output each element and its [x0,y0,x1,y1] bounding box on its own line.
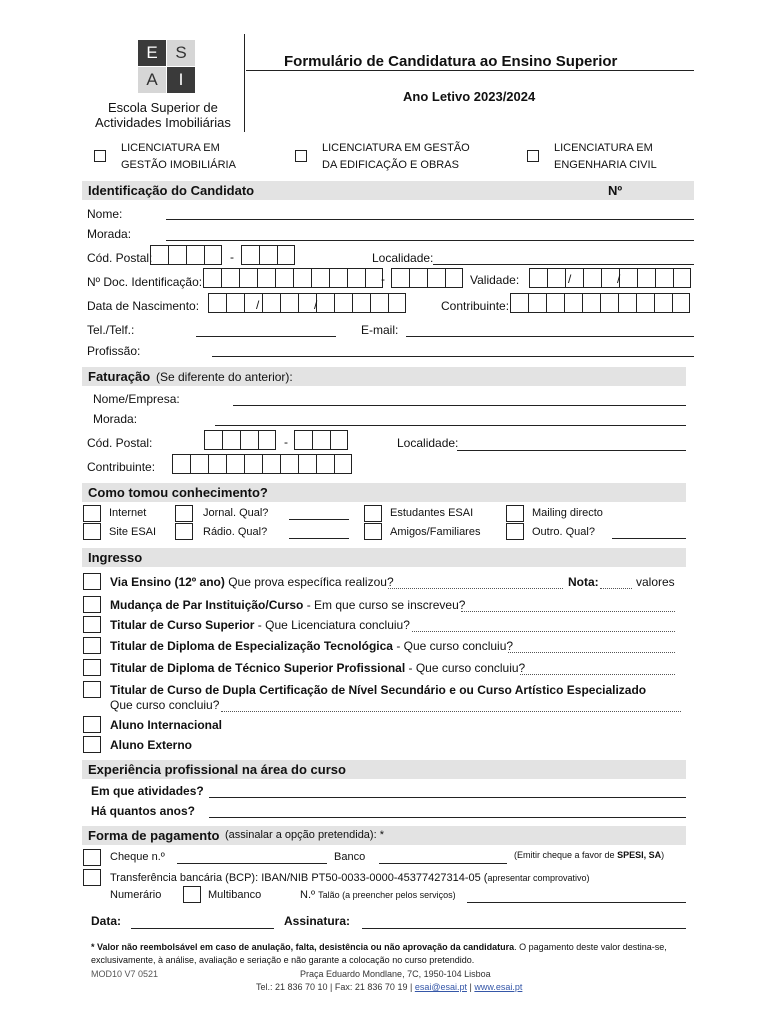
footnote-line2: exclusivamente, à análise, avaliação e seriação e não garante a colocação no curso pretendido. [91,955,475,965]
candidate-number-label: Nº [608,183,623,198]
outro-label: Outro. Qual? [532,526,595,538]
course-line: LICENCIATURA EM GESTÃO [322,142,470,154]
course-checkbox[interactable] [94,150,106,162]
det-checkbox[interactable] [83,637,101,654]
section-title: Faturação [88,369,151,384]
banco-label: Banco [334,851,366,863]
validade-field[interactable] [529,268,691,288]
doc-label: Nº Doc. Identificação: [87,275,203,289]
section-experiencia [82,760,686,779]
tel-field[interactable] [196,336,336,337]
localidade-label: Localidade: [372,251,434,265]
section-faturacao [82,367,686,386]
det-question: - Que curso concluiu? [392,639,514,653]
section-title: Experiência profissional na área do curso [88,762,346,777]
course-checkbox[interactable] [295,150,307,162]
mudanca-label: Mudança de Par Instituição/Curso [110,598,304,612]
footer-separator: | [469,982,472,992]
fat-localidade-label: Localidade: [397,436,459,450]
footer-phone-fax: Tel.: 21 836 70 10 | Fax: 21 836 70 19 | [256,982,413,992]
page-title: Formulário de Candidatura ao Ensino Superior [284,53,618,70]
dupla-checkbox[interactable] [83,681,101,698]
footnote-bold: * Valor não reembolsável em caso de anulação, falta, desistência ou não aprovação da candidatura [91,942,515,952]
morada-field[interactable] [166,240,694,241]
section-pagamento [82,826,686,845]
section-title: Forma de pagamento [88,828,220,843]
section-identificacao [82,181,694,200]
internacional-label: Aluno Internacional [110,718,223,732]
titular-superior-checkbox[interactable] [83,616,101,633]
title-underline [246,70,694,71]
logo-letter: A [138,67,166,93]
course-line: DA EDIFICAÇÃO E OBRAS [322,159,459,171]
cod-postal-suffix-field[interactable] [241,245,295,265]
titular-superior-label: Titular de Curso Superior [110,618,255,632]
footer-contacts [256,982,522,992]
talao-text: N.º [300,889,316,901]
course-label [554,140,657,174]
externo-label: Aluno Externo [110,738,193,752]
via-ensino-checkbox[interactable] [83,573,101,590]
footer-address: Praça Eduardo Mondlane, 7C, 1950-104 Lisboa [300,969,491,979]
dash: - [284,435,288,449]
via-ensino-field[interactable] [388,588,563,589]
footnote [91,941,667,967]
contribuinte-label: Contribuinte: [441,299,510,313]
banco-field[interactable] [379,863,507,864]
course-line: LICENCIATURA EM [554,142,653,154]
logo-text-line1: Escola Superior de [108,100,218,115]
fat-cod-postal-field[interactable] [204,430,276,450]
nome-empresa-label: Nome/Empresa: [93,392,180,406]
course-label [121,140,236,174]
course-label [322,140,470,174]
atividades-field[interactable] [209,797,686,798]
fat-localidade-field[interactable] [457,450,686,451]
jornal-label: Jornal. Qual? [203,507,269,519]
cod-postal-field[interactable] [150,245,222,265]
logo-letter: S [167,40,195,66]
det-label: Titular de Diploma de Especialização Tecnológica [110,639,393,653]
footer-email-link[interactable]: esai@esai.pt [414,982,467,992]
cheque-label: Cheque n.º [110,851,165,863]
site-label: Site ESAI [109,526,157,538]
transferencia-text: Transferência bancária (BCP): IBAN/NIB PT50-0033-0000-45377427314-05 ( [110,872,488,884]
validade-label: Validade: [470,273,520,287]
det-field[interactable] [508,652,675,653]
dupla-question: Que curso concluiu? [110,698,220,712]
email-label: E-mail: [361,323,399,337]
transferencia-checkbox[interactable] [83,869,101,886]
cheque-field[interactable] [177,863,327,864]
via-ensino-row [110,575,394,589]
course-line: ENGENHARIA CIVIL [554,159,657,171]
section-title: Identificação do Candidato [88,183,255,198]
tsp-row [110,661,525,675]
tsp-field[interactable] [520,674,675,675]
logo-letter: E [138,40,166,66]
fat-morada-field[interactable] [215,425,686,426]
tsp-checkbox[interactable] [83,659,101,676]
nome-field[interactable] [166,219,694,220]
fat-cod-postal-suffix[interactable] [294,430,348,450]
estudantes-checkbox[interactable] [364,505,382,522]
site-checkbox[interactable] [83,523,101,540]
internet-label: Internet [109,507,147,519]
data-label: Data: [91,914,122,928]
tsp-question: - Que curso concluiu? [405,661,526,675]
course-line: GESTÃO IMOBILIÁRIA [121,159,236,171]
talao-field[interactable] [467,902,686,903]
slash: / [314,298,318,312]
valores-label: valores [636,575,675,589]
section-conhecimento [82,483,686,502]
nota-label: Nota: [568,575,599,589]
nome-empresa-field[interactable] [233,405,686,406]
multibanco-label: Multibanco [208,889,262,901]
dupla-field[interactable] [221,711,681,712]
course-checkbox[interactable] [527,150,539,162]
profissao-label: Profissão: [87,344,141,358]
tsp-label: Titular de Diploma de Técnico Superior Profissional [110,661,406,675]
fat-contribuinte-field[interactable] [172,454,352,474]
localidade-field[interactable] [433,264,694,265]
profissao-field[interactable] [212,356,694,357]
anos-label: Há quantos anos? [91,804,196,818]
assinatura-label: Assinatura: [284,914,351,928]
amigos-label: Amigos/Familiares [390,526,481,538]
fat-contribuinte-label: Contribuinte: [87,460,156,474]
via-ensino-label: Via Ensino (12º ano) [110,575,225,589]
course-line: LICENCIATURA EM [121,142,220,154]
emitir-note [514,850,664,860]
footer-web-link[interactable]: www.esai.pt [474,982,523,992]
logo-divider [244,34,245,132]
doc-field[interactable] [203,268,383,288]
section-ingresso [82,548,686,567]
data-field[interactable] [131,928,274,929]
nascimento-field[interactable] [208,293,406,313]
doc-suffix-field[interactable] [391,268,463,288]
det-row [110,639,513,653]
emitir-end: ) [661,850,665,860]
logo [138,40,196,94]
dash: - [230,250,234,264]
logo-text-line2: Actividades Imobiliárias [95,115,231,130]
academic-year: Ano Letivo 2023/2024 [403,89,536,104]
dupla-label: Titular de Curso de Dupla Certificação de Nível Secundário e ou Curso Artístico Especializado [110,683,647,697]
nome-label: Nome: [87,207,123,221]
slash: / [256,298,260,312]
jornal-checkbox[interactable] [175,505,193,522]
contribuinte-field[interactable] [510,293,690,313]
outro-checkbox[interactable] [506,523,524,540]
nascimento-label: Data de Nascimento: [87,299,200,313]
radio-field[interactable] [289,538,349,539]
titular-superior-question: - Que Licenciatura concluiu? [254,618,410,632]
slash: / [617,272,621,286]
mudanca-field[interactable] [461,611,675,612]
anos-field[interactable] [209,817,686,818]
dash: - [381,272,385,286]
morada-label: Morada: [87,227,132,241]
transferencia-note: apresentar comprovativo) [487,873,590,883]
outro-field[interactable] [612,538,686,539]
cod-postal-label: Cód. Postal: [87,251,153,265]
mudanca-checkbox[interactable] [83,596,101,613]
assinatura-field[interactable] [362,928,686,929]
emitir-payee: SPESI, SA [617,850,662,860]
atividades-label: Em que atividades? [91,784,204,798]
tel-label: Tel./Telf.: [87,323,135,337]
footnote-rest: . O pagamento deste valor destina-se, [514,942,667,952]
internacional-checkbox[interactable] [83,716,101,733]
emitir-text: (Emitir cheque a favor de [514,850,618,860]
via-ensino-question: Que prova específica realizou? [224,575,394,589]
titular-superior-field[interactable] [412,631,675,632]
mudanca-row [110,598,465,612]
talao-note: Talão (a preencher pelos serviços) [318,890,456,900]
section-subtitle: (assinalar a opção pretendida): * [225,829,384,841]
slash: / [568,272,572,286]
jornal-field[interactable] [289,519,349,520]
radio-checkbox[interactable] [175,523,193,540]
mudanca-question: - Em que curso se inscreveu? [303,598,466,612]
radio-label: Rádio. Qual? [203,526,268,538]
section-title: Ingresso [88,550,143,565]
externo-checkbox[interactable] [83,736,101,753]
talao-label [300,889,456,901]
mailing-label: Mailing directo [532,507,603,519]
cheque-checkbox[interactable] [83,849,101,866]
email-field[interactable] [406,336,694,337]
section-subtitle: (Se diferente do anterior): [156,370,293,384]
section-title: Como tomou conhecimento? [88,485,268,500]
numerario-label: Numerário [110,889,162,901]
amigos-checkbox[interactable] [364,523,382,540]
fat-morada-label: Morada: [93,412,138,426]
estudantes-label: Estudantes ESAI [390,507,474,519]
mailing-checkbox[interactable] [506,505,524,522]
logo-letter: I [167,67,195,93]
fat-cod-postal-label: Cód. Postal: [87,436,153,450]
multibanco-checkbox[interactable] [183,886,201,903]
titular-superior-row [110,618,410,632]
nota-field[interactable] [600,588,632,589]
form-code: MOD10 V7 0521 [91,969,159,979]
internet-checkbox[interactable] [83,505,101,522]
transferencia-label [110,872,590,884]
